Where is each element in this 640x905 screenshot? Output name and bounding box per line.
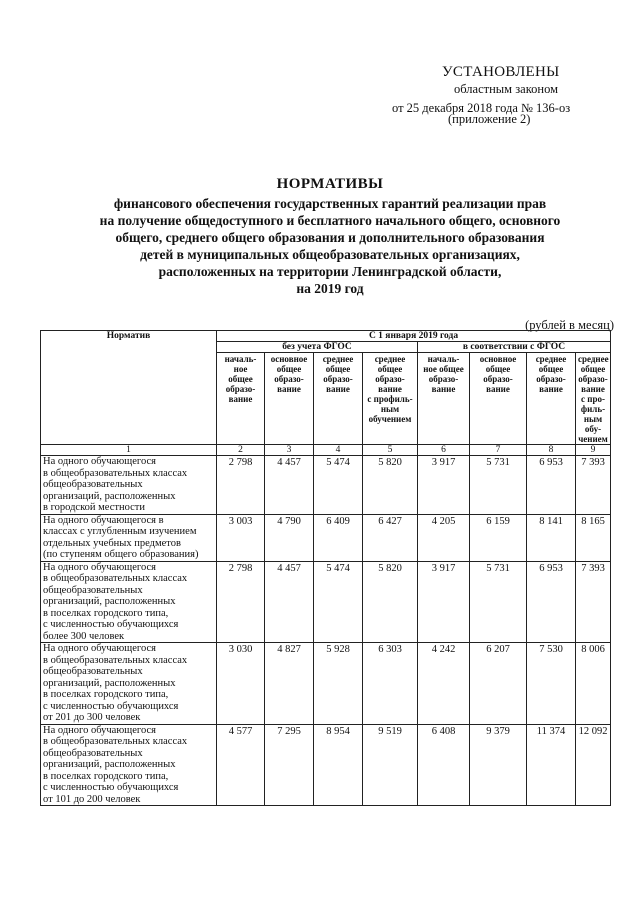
row-value: 4 790 xyxy=(265,514,314,561)
row-value: 2 798 xyxy=(217,561,265,643)
row-value: 5 474 xyxy=(314,456,363,515)
column-subheader: началь- ное общее образо- вание xyxy=(217,353,265,445)
row-value: 3 030 xyxy=(217,643,265,725)
row-value: 6 159 xyxy=(470,514,527,561)
title-main: НОРМАТИВЫ xyxy=(276,176,384,192)
row-value: 12 092 xyxy=(576,724,611,806)
column-subheader: началь- ное общее образо- вание xyxy=(418,353,470,445)
row-value: 4 457 xyxy=(265,456,314,515)
row-value: 6 408 xyxy=(418,724,470,806)
column-number: 6 xyxy=(418,445,470,456)
title-line: на 2019 год xyxy=(296,281,364,296)
row-value: 2 798 xyxy=(217,456,265,515)
column-number: 8 xyxy=(527,445,576,456)
row-value: 5 731 xyxy=(470,456,527,515)
row-value: 4 577 xyxy=(217,724,265,806)
title-line: на получение общедоступного и бесплатного начального общего, основного xyxy=(99,213,561,228)
row-value: 9 379 xyxy=(470,724,527,806)
row-value: 4 827 xyxy=(265,643,314,725)
column-number: 7 xyxy=(470,445,527,456)
row-label: На одного обучающегося в общеобразовательных классах общеобразовательных организаций, расположенных в поселках городского типа, с численностью обучающихся более 300 человек xyxy=(41,561,217,643)
table-row xyxy=(41,724,611,806)
table-row xyxy=(41,561,611,643)
row-value: 7 295 xyxy=(265,724,314,806)
title-line: финансового обеспечения государственных гарантий реализации прав xyxy=(113,196,547,211)
row-value: 8 141 xyxy=(527,514,576,561)
approval-law: областным законом xyxy=(454,82,559,96)
row-value: 8 006 xyxy=(576,643,611,725)
row-value: 8 954 xyxy=(314,724,363,806)
row-value: 11 374 xyxy=(527,724,576,806)
row-value: 6 953 xyxy=(527,561,576,643)
column-number: 5 xyxy=(363,445,418,456)
row-value: 6 303 xyxy=(363,643,418,725)
column-number: 2 xyxy=(217,445,265,456)
approval-appendix: (приложение 2) xyxy=(448,112,531,126)
row-label: На одного обучающегося в классах с углубленным изучением отдельных учебных предметов (по ступеням общего образования) xyxy=(41,514,217,561)
row-value: 7 393 xyxy=(576,456,611,515)
title-line: общего, среднего общего образования и дополнительного образования xyxy=(115,230,545,245)
row-value: 7 393 xyxy=(576,561,611,643)
row-value: 7 530 xyxy=(527,643,576,725)
row-value: 9 519 xyxy=(363,724,418,806)
row-value: 5 928 xyxy=(314,643,363,725)
row-value: 5 731 xyxy=(470,561,527,643)
column-subheader: среднее общее образо- вание xyxy=(314,353,363,445)
column-subheader: основное общее образо- вание xyxy=(470,353,527,445)
approval-date: от 25 декабря 2018 года № 136-оз xyxy=(392,101,571,115)
header-date: С 1 января 2019 года xyxy=(217,331,611,342)
row-value: 5 820 xyxy=(363,456,418,515)
column-subheader: среднее общее образо- вание с профиль- ным обучением xyxy=(363,353,418,445)
title-line: детей в муниципальных общеобразовательных организациях, xyxy=(140,247,520,262)
row-value: 6 953 xyxy=(527,456,576,515)
norms-table xyxy=(40,330,611,806)
row-label: На одного обучающегося в общеобразовательных классах общеобразовательных организаций, расположенных в поселках городского типа, с численностью обучающихся от 101 до 200 человек xyxy=(41,724,217,806)
column-number: 4 xyxy=(314,445,363,456)
row-label: На одного обучающегося в общеобразовательных классах общеобразовательных организаций, расположенных в поселках городского типа, с численностью обучающихся от 201 до 300 человек xyxy=(41,643,217,725)
column-subheader: основное общее образо- вание xyxy=(265,353,314,445)
row-value: 6 409 xyxy=(314,514,363,561)
column-subheader: среднее общее образо- вание с про- филь- ным обу- чением xyxy=(576,353,611,445)
approval-title: УСТАНОВЛЕНЫ xyxy=(442,64,560,80)
column-number: 3 xyxy=(265,445,314,456)
row-value: 3 917 xyxy=(418,561,470,643)
row-value: 4 205 xyxy=(418,514,470,561)
column-subheader: среднее общее образо- вание xyxy=(527,353,576,445)
document-title xyxy=(40,176,620,297)
column-number: 1 xyxy=(41,445,217,456)
column-number: 9 xyxy=(576,445,611,456)
table-row xyxy=(41,643,611,725)
row-value: 6 207 xyxy=(470,643,527,725)
row-label: На одного обучающегося в общеобразовательных классах общеобразовательных организаций, расположенных в городской местности xyxy=(41,456,217,515)
row-value: 5 820 xyxy=(363,561,418,643)
row-value: 3 003 xyxy=(217,514,265,561)
row-value: 5 474 xyxy=(314,561,363,643)
row-value: 4 242 xyxy=(418,643,470,725)
row-value: 4 457 xyxy=(265,561,314,643)
row-value: 8 165 xyxy=(576,514,611,561)
header-group-without-fgos: без учета ФГОС xyxy=(217,342,418,353)
header-group-with-fgos: в соответствии с ФГОС xyxy=(418,342,611,353)
table-row xyxy=(41,514,611,561)
unit-note: (рублей в месяц) xyxy=(525,318,614,332)
row-value: 3 917 xyxy=(418,456,470,515)
row-value: 6 427 xyxy=(363,514,418,561)
header-norm: Норматив xyxy=(41,331,217,445)
title-line: расположенных на территории Ленинградской области, xyxy=(158,264,502,279)
table-row xyxy=(41,456,611,515)
